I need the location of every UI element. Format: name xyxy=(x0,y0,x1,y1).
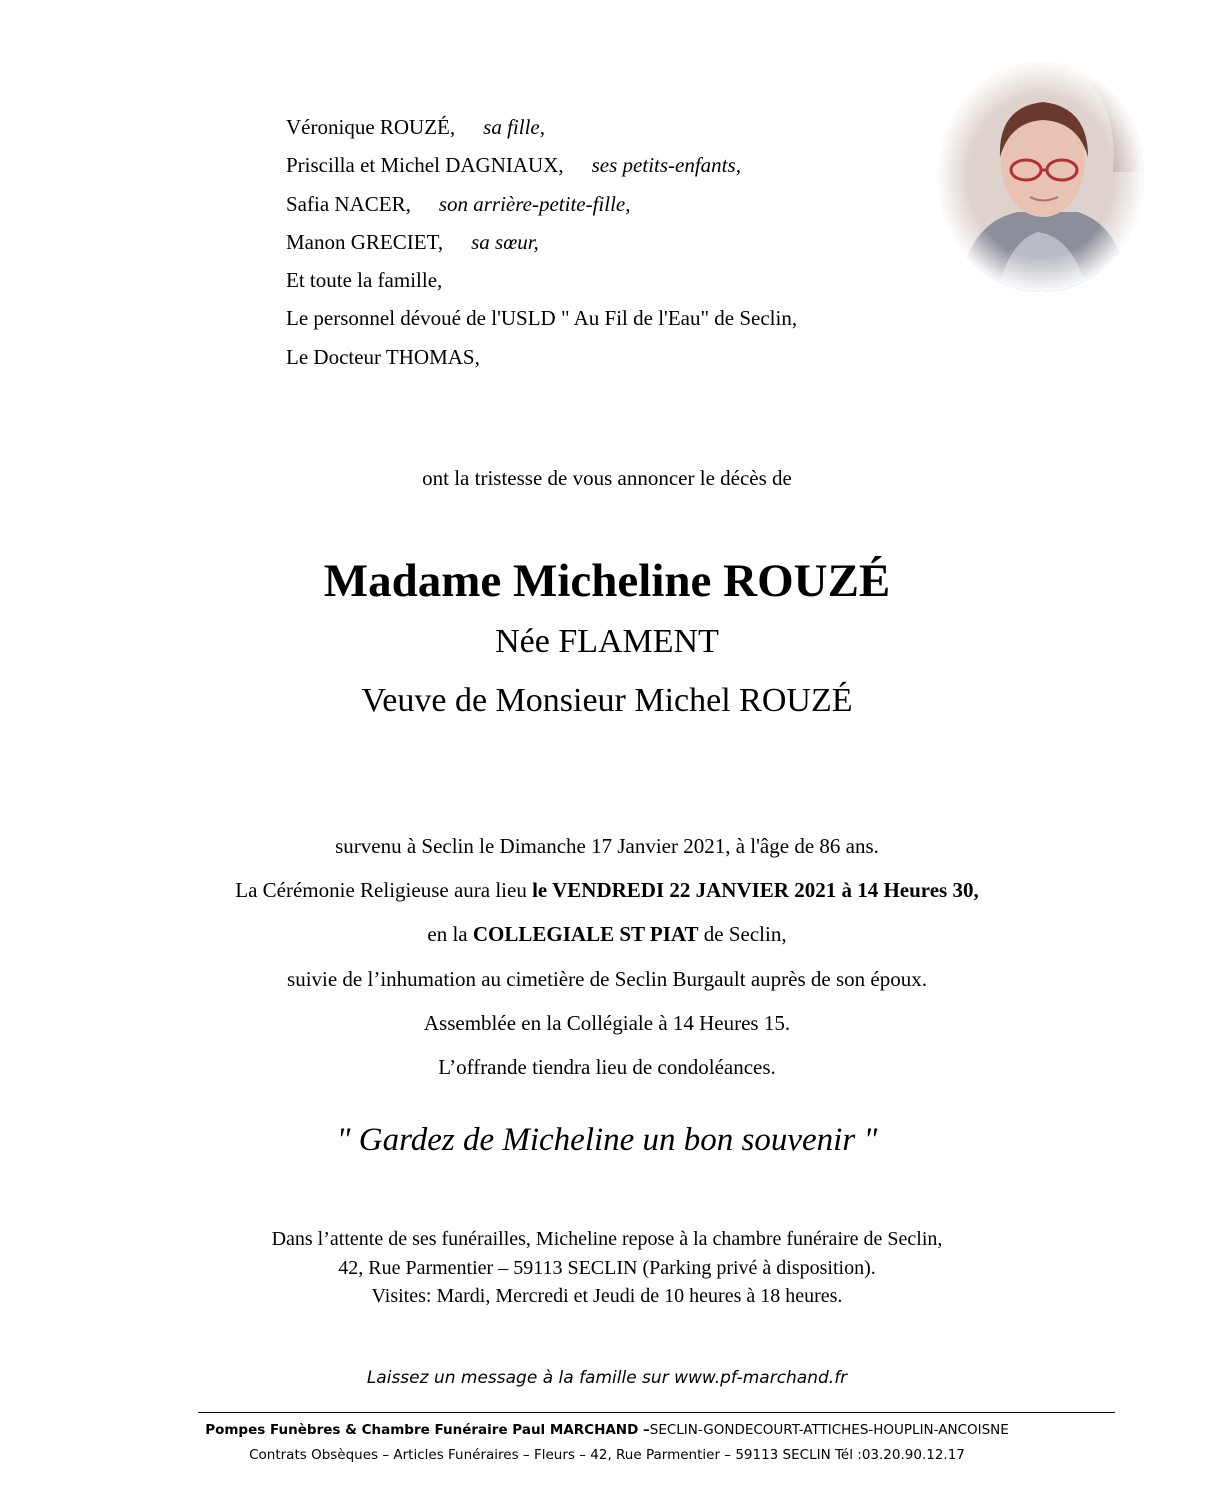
family-line xyxy=(286,264,797,302)
repose-line: 42, Rue Parmentier – 59113 SECLIN (Parking privé à disposition). xyxy=(338,1256,876,1279)
family-line xyxy=(286,341,797,379)
detail-line: L’offrande tiendra lieu de condoléances. xyxy=(438,1054,776,1079)
family-list xyxy=(286,111,797,379)
family-role: sa sœur, xyxy=(471,229,539,254)
family-line xyxy=(286,302,797,340)
family-name: Manon GRECIET, xyxy=(286,229,444,254)
family-role: ses petits-enfants, xyxy=(591,153,741,178)
footer-locations: SECLIN-GONDECOURT-ATTICHES-HOUPLIN-ANCOISNE xyxy=(649,1422,1009,1438)
ceremony-details xyxy=(0,829,1214,1094)
family-line xyxy=(286,226,797,264)
family-role: son arrière-petite-fille, xyxy=(438,191,631,216)
family-name: Le Docteur THOMAS, xyxy=(286,344,480,369)
ceremony-place: COLLEGIALE ST PIAT xyxy=(472,922,699,947)
deceased-name: Madame Micheline ROUZÉ xyxy=(323,555,891,607)
footer-divider xyxy=(198,1412,1115,1413)
footer-company xyxy=(0,1422,1214,1438)
message-link[interactable]: Laissez un message à la famille sur www.pf-marchand.fr xyxy=(366,1368,848,1388)
detail-line xyxy=(0,917,1214,961)
detail-line: suivie de l’inhumation au cimetière de Seclin Burgault auprès de son époux. xyxy=(287,966,927,991)
ceremony-date: le VENDREDI 22 JANVIER 2021 à 14 Heures 30, xyxy=(532,878,979,903)
portrait-photo xyxy=(938,62,1144,292)
family-line xyxy=(286,149,797,187)
footer-contact: Contrats Obsèques – Articles Funéraires – Fleurs – 42, Rue Parmentier – 59113 SECLIN Tél :03.20.90.12.17 xyxy=(249,1447,965,1463)
announce-text: ont la tristesse de vous annoncer le décès de xyxy=(422,466,792,490)
footer-company-name: Pompes Funèbres & Chambre Funéraire Paul MARCHAND – xyxy=(205,1422,650,1438)
maiden-name: Née FLAMENT xyxy=(495,623,719,660)
detail-text: en la xyxy=(427,922,473,947)
detail-text: de Seclin, xyxy=(698,922,787,947)
memorial-quote: " Gardez de Micheline un bon souvenir " xyxy=(336,1122,878,1158)
family-name: Safia NACER, xyxy=(286,191,411,216)
family-line xyxy=(286,188,797,226)
portrait-illustration xyxy=(938,62,1144,292)
widow-of: Veuve de Monsieur Michel ROUZÉ xyxy=(361,682,853,719)
family-role: sa fille, xyxy=(483,115,545,139)
family-name: Et toute la famille, xyxy=(286,268,443,293)
repose-line: Dans l’attente de ses funérailles, Micheline repose à la chambre funéraire de Seclin, xyxy=(271,1228,943,1250)
repose-info xyxy=(0,1225,1214,1311)
detail-text: La Cérémonie Religieuse aura lieu xyxy=(235,878,533,903)
repose-line: Visites: Mardi, Mercredi et Jeudi de 10 heures à 18 heures. xyxy=(371,1285,843,1307)
detail-line: survenu à Seclin le Dimanche 17 Janvier 2021, à l'âge de 86 ans. xyxy=(335,834,879,858)
family-name: Le personnel dévoué de l'USLD " Au Fil de l'Eau" de Seclin, xyxy=(286,306,798,331)
detail-line xyxy=(0,873,1214,917)
family-name: Véronique ROUZÉ, xyxy=(286,115,456,139)
family-name: Priscilla et Michel DAGNIAUX, xyxy=(286,153,564,178)
detail-line: Assemblée en la Collégiale à 14 Heures 15. xyxy=(423,1010,791,1035)
family-line xyxy=(286,111,797,149)
